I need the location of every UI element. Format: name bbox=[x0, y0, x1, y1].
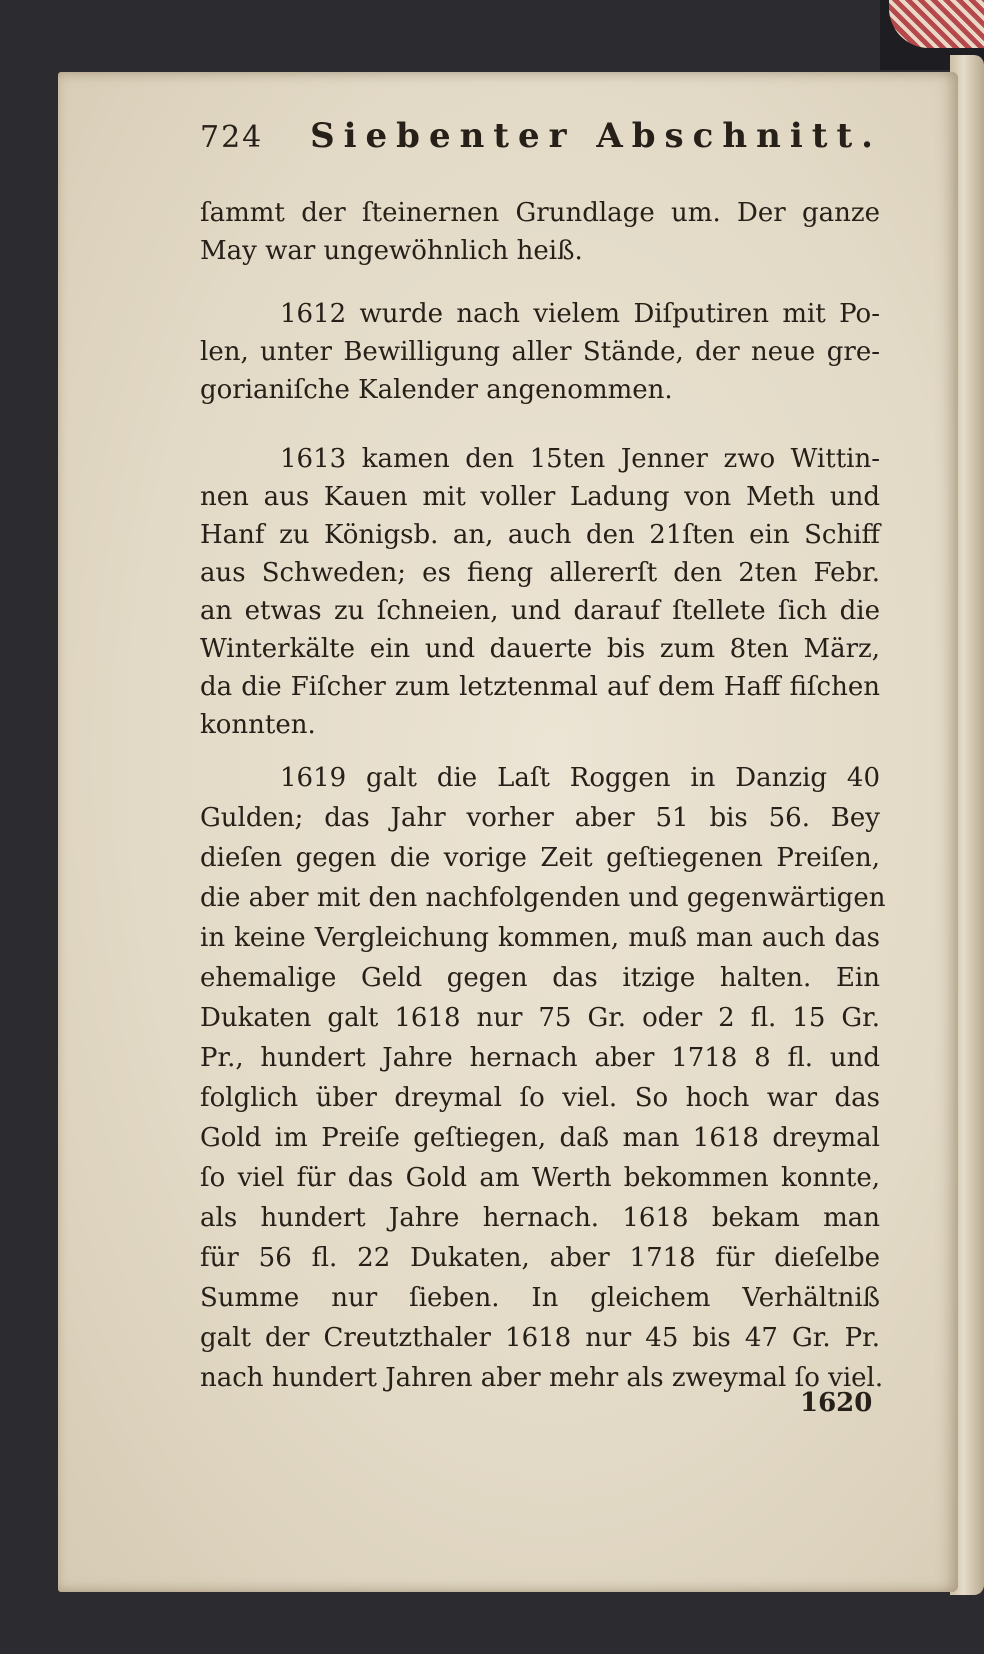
text-line: dieſen gegen die vorige Zeit geſtiegenen Preiſen, bbox=[200, 843, 880, 873]
text-line: galt der Creutzthaler 1618 nur 45 bis 47 Gr. Pr. bbox=[200, 1323, 880, 1353]
text-line: Winterkälte ein und dauerte bis zum 8ten März, bbox=[200, 634, 880, 664]
text-line: aus Schweden; es fieng allererſt den 2ten Febr. bbox=[200, 558, 880, 588]
page-number: 724 bbox=[200, 120, 264, 155]
text-line: da die Fiſcher zum letztenmal auf dem Haff fiſchen bbox=[200, 672, 880, 702]
text-line: in keine Vergleichung kommen, muß man auch das bbox=[200, 923, 880, 953]
text-line: May war ungewöhnlich heiß. bbox=[200, 236, 583, 266]
text-line: Dukaten galt 1618 nur 75 Gr. oder 2 fl. 15 Gr. bbox=[200, 1003, 880, 1033]
text-line: Gulden; das Jahr vorher aber 51 bis 56. Bey bbox=[200, 803, 880, 833]
text-line: konnten. bbox=[200, 710, 316, 740]
catchword: 1620 bbox=[800, 1388, 873, 1418]
text-line: nen aus Kauen mit voller Ladung von Meth und bbox=[200, 482, 880, 512]
running-title: Siebenter Abschnitt. bbox=[310, 116, 882, 156]
text-line: Pr., hundert Jahre hernach aber 1718 8 fl. und bbox=[200, 1043, 880, 1073]
text-line: an etwas zu ſchneien, und darauf ſtellete ſich die bbox=[200, 596, 880, 626]
text-line: 1613 kamen den 15ten Jenner zwo Wittin- bbox=[280, 444, 880, 474]
text-line: Summe nur ſieben. In gleichem Verhältniß bbox=[200, 1283, 880, 1313]
text-line: len, unter Bewilligung aller Stände, der neue gre- bbox=[200, 337, 880, 367]
text-line: 1619 galt die Laſt Roggen in Danzig 40 bbox=[280, 763, 880, 793]
text-line: ehemalige Geld gegen das itzige halten. Ein bbox=[200, 963, 880, 993]
paragraph bbox=[200, 440, 880, 744]
paragraph bbox=[200, 758, 886, 1398]
paragraph bbox=[200, 295, 880, 409]
page-header bbox=[200, 116, 882, 156]
text-line: für 56 fl. 22 Dukaten, aber 1718 für dieſelbe bbox=[200, 1243, 880, 1273]
text-line: die aber mit den nachfolgenden und gegenwärtigen bbox=[200, 883, 886, 913]
text-line: 1612 wurde nach vielem Diſputiren mit Po- bbox=[280, 299, 880, 329]
text-line: gorianiſche Kalender angenommen. bbox=[200, 375, 673, 405]
text-line: ſammt der ſteinernen Grundlage um. Der ganze bbox=[200, 198, 880, 228]
text-line: Gold im Preiſe geſtiegen, daß man 1618 dreymal bbox=[200, 1123, 880, 1153]
text-line: nach hundert Jahren aber mehr als zweymal ſo viel. bbox=[200, 1363, 884, 1393]
paragraph bbox=[200, 194, 880, 270]
text-line: ſo viel für das Gold am Werth bekommen konnte, bbox=[200, 1163, 880, 1193]
text-line: folglich über dreymal ſo viel. So hoch war das bbox=[200, 1083, 880, 1113]
text-line: als hundert Jahre hernach. 1618 bekam man bbox=[200, 1203, 880, 1233]
text-line: Hanf zu Königsb. an, auch den 21ſten ein Schiff bbox=[200, 520, 880, 550]
